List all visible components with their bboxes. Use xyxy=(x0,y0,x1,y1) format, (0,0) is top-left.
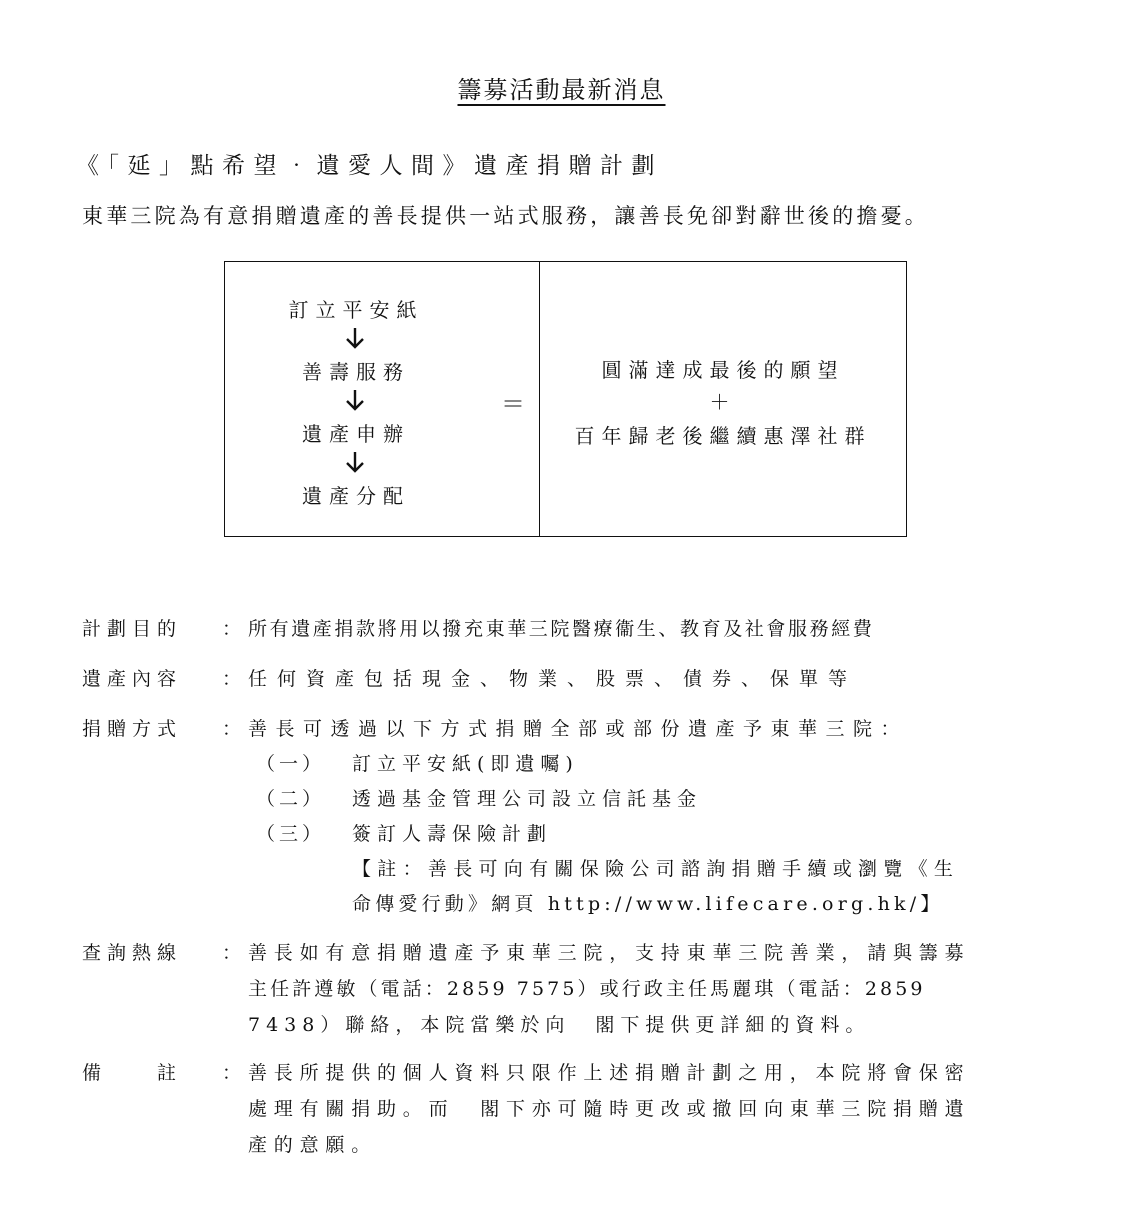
hotline-line-1: 善長如有意捐贈遺產予東華三院，支持東華三院善業，請與籌募 xyxy=(248,942,971,964)
arrow-down-icon xyxy=(343,450,367,474)
remark-label: 備 註 xyxy=(82,1062,183,1084)
steps-box xyxy=(224,261,488,537)
plan-title: 《「延」點希望‧遺愛人間》遺產捐贈計劃 xyxy=(76,153,663,179)
outcome-line-1: 圓滿達成最後的願望 xyxy=(601,358,845,382)
method-label: 捐贈方式 xyxy=(82,718,183,740)
step-2: 善壽服務 xyxy=(302,360,410,384)
hotline-line-3: 7438）聯絡，本院當樂於向 閣下提供更詳細的資料。 xyxy=(248,1014,871,1036)
method-item-text: 訂立平安紙(即遺囑) xyxy=(352,753,579,775)
arrow-down-icon xyxy=(343,326,367,350)
step-1: 訂立平安紙 xyxy=(288,298,424,322)
remark-line-2: 處理有關捐助。而 閣下亦可隨時更改或撤回向東華三院捐贈遺 xyxy=(248,1098,971,1120)
method-item-number: （一） xyxy=(256,753,326,775)
remark-line-1: 善長所提供的個人資料只限作上述捐贈計劃之用，本院將會保密 xyxy=(248,1062,971,1084)
page-title xyxy=(0,70,1123,105)
colon: ： xyxy=(222,942,248,964)
hotline-line-2: 主任許遵敏（電話：2859 7575）或行政主任馬麗琪（電話：2859 xyxy=(248,978,926,1000)
step-4: 遺產分配 xyxy=(302,484,410,508)
equals-sign: ＝ xyxy=(501,390,525,418)
colon: ： xyxy=(222,718,248,740)
colon: ： xyxy=(222,668,248,690)
content-text: 任何資產包括現金、物業、股票、債券、保單等 xyxy=(248,668,858,690)
method-item-text: 簽訂人壽保險計劃 xyxy=(352,823,553,845)
equals-box xyxy=(487,261,540,537)
remark-line-3: 產的意願。 xyxy=(248,1134,378,1156)
note-line-2: 命傳愛行動》網頁 http://www.lifecare.org.hk/】 xyxy=(352,893,944,915)
arrow-down-icon xyxy=(343,388,367,412)
method-item-number: （三） xyxy=(256,823,326,845)
plan-intro: 東華三院為有意捐贈遺產的善長提供一站式服務，讓善長免卻對辭世後的擔憂。 xyxy=(82,204,929,228)
colon: ： xyxy=(222,1062,248,1084)
note-line-1: 【註：善長可向有關保險公司諮詢捐贈手續或瀏覽《生 xyxy=(352,858,960,880)
purpose-text: 所有遺產捐款將用以撥充東華三院醫療衞生、教育及社會服務經費 xyxy=(248,618,875,640)
content-label: 遺產內容 xyxy=(82,668,183,690)
colon: ： xyxy=(222,618,248,640)
outcome-line-2: 百年歸老後繼續惠澤社群 xyxy=(574,424,872,448)
method-item-number: （二） xyxy=(256,788,326,810)
purpose-label: 計劃目的 xyxy=(82,618,183,640)
method-item-text: 透過基金管理公司設立信託基金 xyxy=(352,788,703,810)
hotline-label: 查詢熱線 xyxy=(82,942,183,964)
plus-sign: ＋ xyxy=(709,390,737,414)
page-title-text: 籌募活動最新消息 xyxy=(457,76,666,104)
method-text: 善長可透過以下方式捐贈全部或部份遺產予東華三院： xyxy=(248,718,909,740)
step-3: 遺產申辦 xyxy=(302,422,410,446)
outcome-box xyxy=(540,261,907,537)
process-diagram xyxy=(224,261,908,537)
